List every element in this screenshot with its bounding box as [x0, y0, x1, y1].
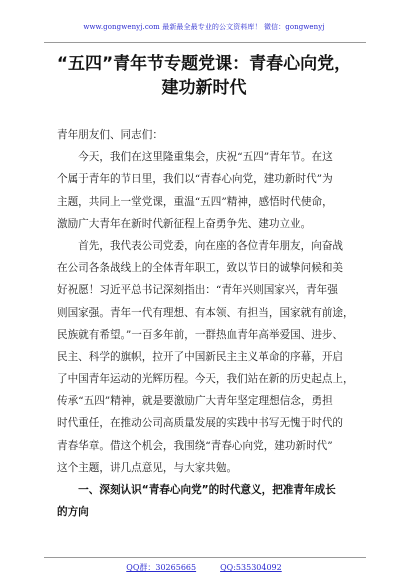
paragraph-line: 了中国青年运动的光辉历程。今天，我们站在新的历史起点上， — [57, 373, 354, 386]
paragraph-line: 激励广大青年在新时代新征程上奋勇争先、建功立业。 — [57, 217, 312, 230]
header-banner: www.gongwenyj.com 最新最全最专业的公文资料库！ 微信：gongwenyj — [83, 23, 325, 31]
paragraph-line: 民主、科学的旗帜，拉开了中国新民主主义革命的序幕，开启 — [57, 350, 344, 363]
paragraph-line: 个属于青年的节日里，我们以“青春心向党，建功新时代”为 — [57, 173, 333, 186]
footer-qq: QQ:535304092 — [220, 563, 282, 572]
paragraph-line: 则国家强。青年一代有理想、有本领、有担当，国家就有前途， — [57, 306, 354, 319]
section-heading-line-2: 的方向 — [57, 506, 89, 519]
section-heading-line-1: 一、深刻认识“青春心向党”的时代意义，把准青年成长 — [57, 484, 336, 496]
document-body — [57, 124, 357, 523]
paragraph-line: 在公司各条战线上的全体青年职工，致以节日的诚挚问候和美 — [57, 262, 344, 275]
paragraph-line: 今天，我们在这里隆重集会，庆祝“五四”青年节。在这 — [57, 151, 333, 164]
page-title — [0, 52, 408, 100]
footer-divider — [44, 557, 366, 558]
paragraph-line: 主题，共同上一堂党课，重温“五四”精神，感悟时代使命， — [57, 195, 333, 208]
paragraph-line: 首先，我代表公司党委，向在座的各位青年朋友，向奋战 — [57, 239, 344, 252]
footer-qq-group: QQ群：30265665 — [126, 563, 197, 572]
header-divider — [44, 42, 366, 43]
footer-contact — [0, 563, 408, 573]
paragraph-line: 民族就有希望。”一百多年前，一群热血青年高举爱国、进步、 — [57, 328, 344, 341]
paragraph-line: 好祝愿！习近平总书记深刻指出：“青年兴则国家兴，青年强 — [57, 284, 338, 297]
paragraph-line: 这个主题，讲几点意见，与大家共勉。 — [57, 461, 238, 474]
salutation: 青年朋友们、同志们： — [57, 129, 163, 141]
title-line-1: “五四”青年节专题党课：青春心向党， — [56, 54, 352, 74]
title-line-2: 建功新时代 — [161, 78, 247, 98]
paragraph-line: 青春华章。借这个机会，我围绕“青春心向党，建功新时代” — [57, 439, 333, 452]
paragraph-line: 时代重任，在推动公司高质量发展的实践中书写无愧于时代的 — [57, 417, 344, 430]
paragraph-line: 传承“五四”精神，就是要激励广大青年坚定理想信念，勇担 — [57, 395, 333, 408]
